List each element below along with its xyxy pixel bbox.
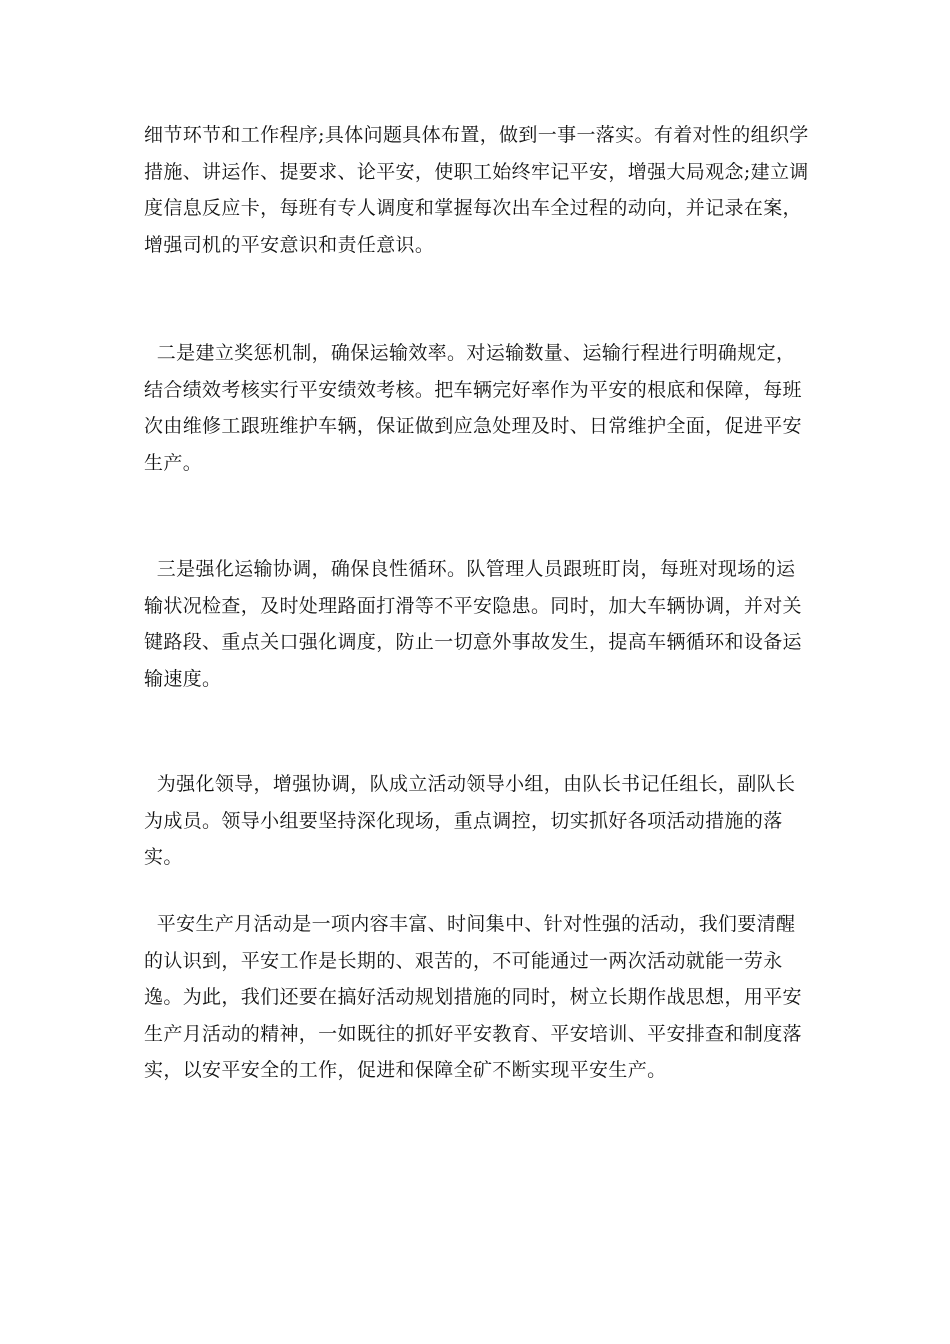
paragraph-1: 细节环节和工作程序;具体问题具体布置，做到一事一落实。有着对性的组织学措施、讲运作、提要求、论平安，使职工始终牢记平安，增强大局观念;建立调度信息反应卡，每班有专人调度和掌握每次出车全过程的动向，并记录在案，增强司机的平安意识和责任意识。 bbox=[144, 124, 809, 256]
paragraph-5: 平安生产月活动是一项内容丰富、时间集中、针对性强的活动，我们要清醒的认识到，平安工作是长期的、艰苦的，不可能通过一两次活动就能一劳永逸。为此，我们还要在搞好活动规划措施的同时，树立长期作战思想，用平安生产月活动的精神，一如既往的抓好平安教育、平安培训、平安排查和制度落实，以安平安全的工作，促进和保障全矿不断实现平安生产。 bbox=[144, 913, 802, 1081]
paragraph-3: 三是强化运输协调，确保良性循环。队管理人员跟班盯岗，每班对现场的运输状况检查，及时处理路面打滑等不平安隐患。同时，加大车辆协调，并对关键路段、重点关口强化调度，防止一切意外事故发生，提高车辆循环和设备运输速度。 bbox=[144, 558, 802, 690]
paragraph-4: 为强化领导，增强协调，队成立活动领导小组，由队长书记任组长，副队长为成员。领导小组要坚持深化现场，重点调控，切实抓好各项活动措施的落实。 bbox=[144, 773, 796, 868]
paragraph-2: 二是建立奖惩机制，确保运输效率。对运输数量、运输行程进行明确规定，结合绩效考核实行平安绩效考核。把车辆完好率作为平安的根底和保障，每班次由维修工跟班维护车辆，保证做到应急处理及时、日常维护全面，促进平安生产。 bbox=[144, 342, 802, 474]
